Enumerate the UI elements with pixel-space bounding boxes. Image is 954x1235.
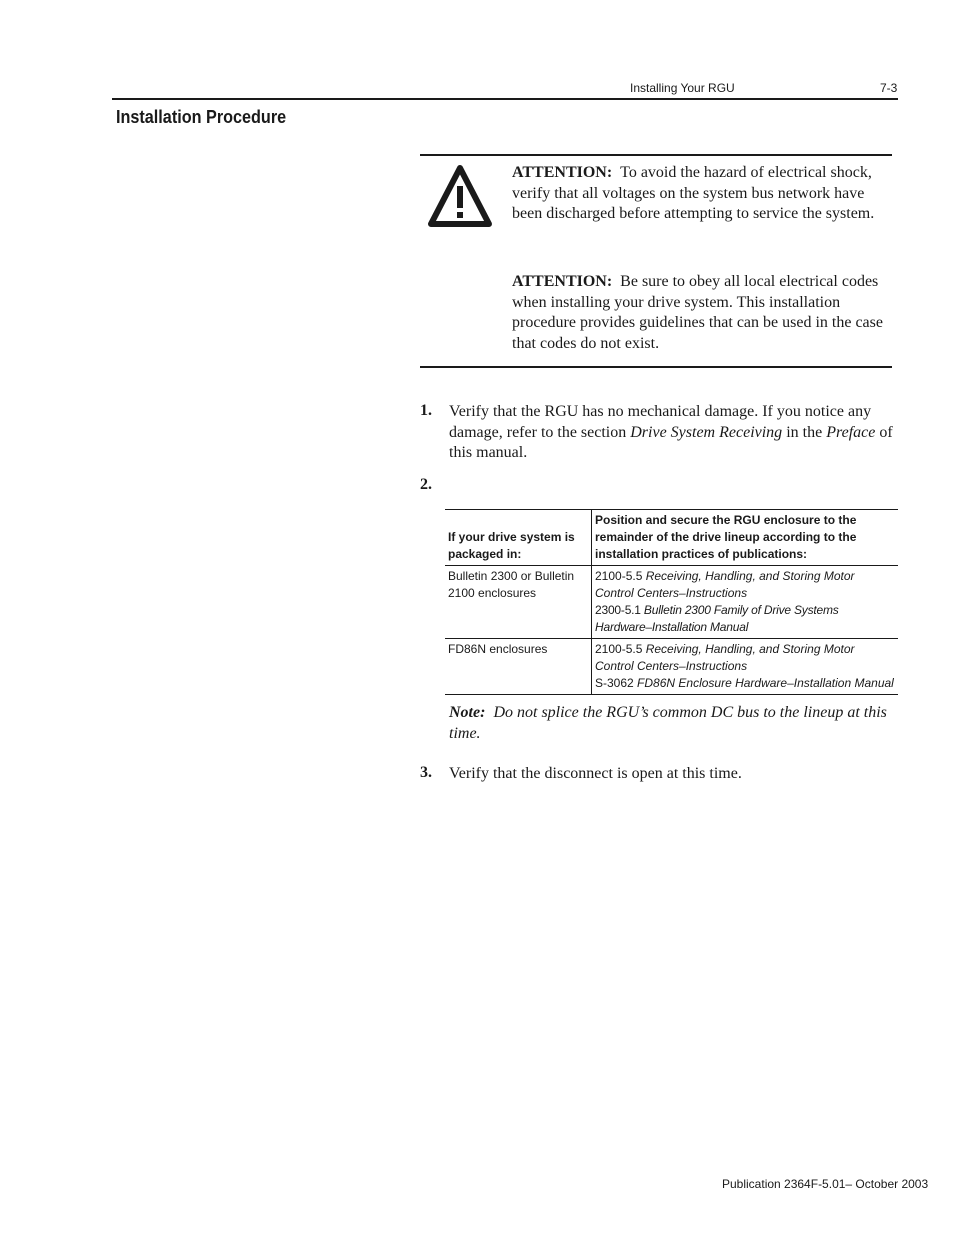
table-header-row: [445, 510, 898, 566]
step-1-text-part: Verify that the RGU has no mechanical damage. If you notice any damage, refer to the section: [449, 403, 872, 441]
publication-title: Bulletin 2300 Family of Drive Systems Hardware–Installation Manual: [595, 603, 839, 634]
attention-text: Be sure to obey all local electrical codes when installing your drive system. This installation procedure provides guidelines that can be used in the case that codes do not exist.: [512, 273, 883, 352]
header-rule: [112, 98, 898, 100]
step-3-text: Verify that the disconnect is open at this time.: [449, 765, 742, 782]
publication-number: 2100-5.5: [595, 569, 643, 583]
table-cell-publications: [592, 566, 899, 639]
attention-label: ATTENTION:: [512, 164, 613, 181]
note-label: Note:: [449, 704, 486, 721]
publication-entry: [595, 641, 895, 675]
step-1-preface-reference: Preface: [826, 423, 876, 441]
publication-number: 2300-5.1: [595, 603, 641, 617]
attention-bottom-rule: [420, 366, 892, 368]
table-header-publications: Position and secure the RGU enclosure to the remainder of the drive lineup according to the installation practices of publications:: [592, 510, 899, 566]
table-cell-system: FD86N enclosures: [445, 639, 592, 695]
step-1-section-reference: Drive System Receiving: [630, 423, 783, 441]
step-1-text-part: in the: [782, 423, 827, 441]
publication-entry: [595, 675, 895, 692]
note-text: Do not splice the RGU’s common DC bus to the lineup at this time.: [449, 704, 887, 742]
attention-top-rule: [420, 154, 892, 156]
attention-paragraph-2: [512, 272, 892, 354]
attention-paragraph-1: [512, 163, 892, 225]
publication-number: 2100-5.5: [595, 642, 643, 656]
table-header-system: If your drive system is packaged in:: [445, 510, 592, 566]
publication-title: Receiving, Handling, and Storing Motor Control Centers–Instructions: [595, 642, 855, 673]
step-1-number: 1.: [420, 402, 432, 419]
attention-text: To avoid the hazard of electrical shock, verify that all voltages on the system bus network have been discharged before attempting to service the system.: [512, 164, 875, 222]
step-2-number: 2.: [420, 476, 432, 493]
table-row: [445, 566, 898, 639]
step-1-text-part: of this manual.: [449, 423, 893, 461]
publications-table: [445, 509, 898, 695]
table-row: [445, 639, 898, 695]
publication-number: S-3062: [595, 676, 634, 690]
warning-triangle-icon: [426, 162, 494, 230]
running-header-title: Installing Your RGU: [630, 81, 735, 95]
attention-label: ATTENTION:: [512, 273, 613, 290]
publication-entry: [595, 602, 895, 636]
table-cell-system: Bulletin 2300 or Bulletin 2100 enclosures: [445, 566, 592, 639]
step-3-number: 3.: [420, 764, 432, 781]
publication-title: FD86N Enclosure Hardware–Installation Manual: [637, 676, 894, 690]
note: [449, 703, 899, 744]
table-cell-publications: [592, 639, 899, 695]
section-title: Installation Procedure: [116, 107, 287, 127]
publication-title: Receiving, Handling, and Storing Motor Control Centers–Instructions: [595, 569, 855, 600]
publication-entry: [595, 568, 895, 602]
step-1-text: [449, 402, 901, 464]
page-number: 7-3: [880, 81, 898, 95]
publication-footer: Publication 2364F-5.01– October 2003: [722, 1177, 929, 1191]
